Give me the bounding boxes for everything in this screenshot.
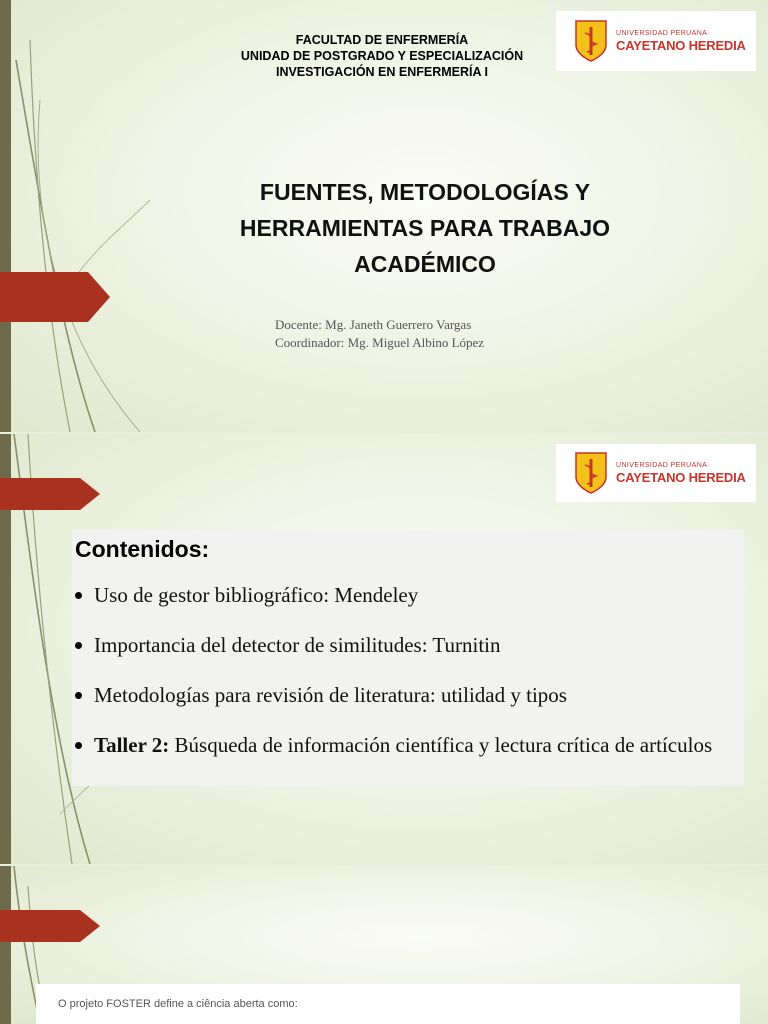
open-science-slide [0, 866, 768, 1024]
title-line-2: HERRAMIENTAS PARA TRABAJO [239, 215, 611, 241]
docente: Docente: Mg. Janeth Guerrero Vargas [275, 317, 472, 332]
decorative-curves [0, 0, 200, 432]
red-arrow-tab [0, 910, 100, 942]
university-logo [556, 11, 756, 71]
title-line-3: ACADÉMICO [354, 251, 496, 277]
red-arrow-tab [0, 272, 110, 322]
contents-list [72, 582, 732, 758]
title-slide [0, 0, 768, 432]
logo-big-text: CAYETANO HEREDIA [616, 38, 746, 53]
university-shield-icon [574, 19, 608, 63]
university-shield-icon [574, 451, 608, 495]
red-arrow-tab [0, 478, 100, 510]
logo-small-text: UNIVERSIDAD PERUANA [616, 462, 708, 469]
unit-name: UNIDAD DE POSTGRADO Y ESPECIALIZACIÓN [240, 49, 524, 63]
list-item: Metodologías para revisión de literatura: utilidad y tipos [72, 682, 732, 708]
faculty-name: FACULTAD DE ENFERMERÍA [295, 33, 469, 47]
contents-panel [72, 530, 744, 786]
foster-definition-box [36, 984, 740, 1024]
contents-heading: Contenidos: [75, 536, 210, 562]
foster-definition-text: O projeto FOSTER define a ciência aberta como: [58, 998, 298, 1010]
slide-title [190, 174, 660, 282]
university-logo [556, 444, 756, 502]
title-line-1: FUENTES, METODOLOGÍAS Y [259, 179, 591, 205]
workshop-label: Taller 2: [94, 733, 170, 757]
list-item: Importancia del detector de similitudes: Turnitin [72, 632, 732, 658]
presenters [275, 316, 484, 352]
workshop-description: Búsqueda de información científica y lectura crítica de artículos [169, 733, 713, 757]
logo-small-text: UNIVERSIDAD PERUANA [616, 30, 708, 37]
list-item: Uso de gestor bibliográfico: Mendeley [72, 582, 732, 608]
coordinador: Coordinador: Mg. Miguel Albino López [275, 335, 485, 350]
logo-big-text: CAYETANO HEREDIA [616, 470, 746, 485]
faculty-header [200, 32, 564, 80]
contents-slide [0, 434, 768, 864]
course-name: INVESTIGACIÓN EN ENFERMERÍA I [275, 65, 489, 79]
list-item [72, 732, 732, 758]
